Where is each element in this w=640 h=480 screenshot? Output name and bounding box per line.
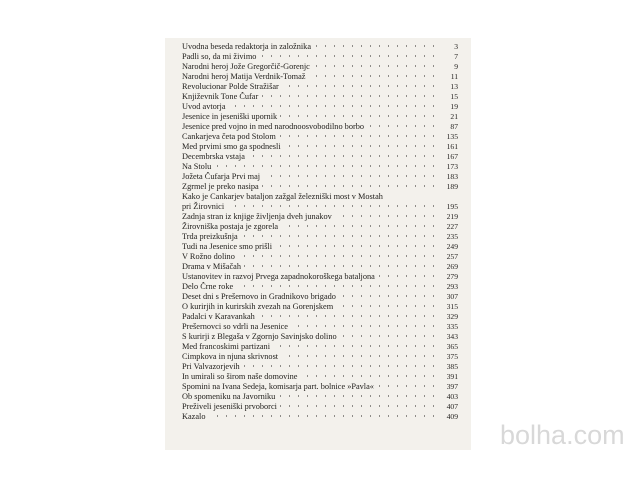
toc-entry xyxy=(182,52,458,62)
toc-entry-title: Decembrska vstaja xyxy=(182,152,248,161)
toc-entry-title: Drama v Mišačah xyxy=(182,262,244,271)
toc-entry-title: Narodni heroj Matija Verdnik-Tomaž xyxy=(182,72,308,81)
toc-entry-title: Na Stolu xyxy=(182,162,214,171)
toc-entry-title: Uvodna beseda redaktorja in založnika xyxy=(182,42,314,51)
watermark: bolha.com xyxy=(500,420,625,450)
toc-entry-title: Cimpkova in njuna skrivnost xyxy=(182,352,281,361)
toc-entry-title-line xyxy=(182,312,438,322)
toc-entry-title-line xyxy=(182,222,438,232)
toc-entry-title-line xyxy=(182,102,438,112)
toc-entry-page: 249 xyxy=(446,242,458,251)
toc-entry xyxy=(182,122,458,132)
toc-entry-title: Deset dni s Prešernovo in Gradnikovo brigado xyxy=(182,292,339,301)
toc-entry xyxy=(182,252,458,262)
toc-entry-page: 173 xyxy=(446,162,458,171)
toc-entry-title: Kazalo xyxy=(182,412,209,421)
toc-entry xyxy=(182,72,458,82)
toc-entry-title-line xyxy=(182,412,438,422)
toc-entry xyxy=(182,262,458,272)
toc-entry xyxy=(182,142,458,152)
toc-entry-title-line xyxy=(182,272,438,282)
toc-entry-title: S kurirji z Blegaša v Zgornjo Savinjsko dolino xyxy=(182,332,340,341)
toc-entry-page: 167 xyxy=(446,152,458,161)
toc-entry-title-line xyxy=(182,192,438,212)
toc-entry xyxy=(182,192,458,212)
toc-entry-title-line xyxy=(182,112,438,122)
toc-entry-title-line xyxy=(182,152,438,162)
toc-entry xyxy=(182,292,458,302)
toc-entry-title-line xyxy=(182,402,438,412)
toc-entry-title: Pri Valvazorjevih xyxy=(182,362,243,371)
toc-entry-page: 183 xyxy=(446,172,458,181)
toc-entry-page: 7 xyxy=(454,52,458,61)
toc-entry-title: Tudi na Jesenice smo prišli xyxy=(182,242,275,251)
toc-entry-page: 227 xyxy=(446,222,458,231)
toc-entry-title-line xyxy=(182,302,438,312)
toc-entry xyxy=(182,332,458,342)
toc-entry-page: 189 xyxy=(446,182,458,191)
toc-entry-page: 11 xyxy=(450,72,458,81)
toc-entry-page: 375 xyxy=(446,352,458,361)
toc-entry-page: 315 xyxy=(446,302,458,311)
toc-entry-title: O kurirjih in kurirskih zvezah na Gorenjskem xyxy=(182,302,336,311)
toc-entry xyxy=(182,212,458,222)
toc-entry-page: 403 xyxy=(446,392,458,401)
toc-entry-title-line xyxy=(182,262,438,272)
toc-entry-title-line xyxy=(182,292,438,302)
toc-entry-title: Preživeli jeseniški prvoborci xyxy=(182,402,280,411)
toc-entry-page: 19 xyxy=(450,102,458,111)
toc-entry-title: Književnik Tone Čufar xyxy=(182,92,261,101)
toc-entry-title: Spomini na Ivana Sedeja, komisarja part. bolnice »Pavla« xyxy=(182,382,377,391)
toc-entry-title: Med prvimi smo ga spodnesli xyxy=(182,142,284,151)
toc-entry xyxy=(182,412,458,422)
toc-entry-title-line xyxy=(182,342,438,352)
toc-entry-title-line xyxy=(182,122,438,132)
toc-entry-page: 307 xyxy=(446,292,458,301)
toc-entry xyxy=(182,82,458,92)
toc-entry-title: Jožeta Čufarja Prvi maj xyxy=(182,172,263,181)
toc-entry xyxy=(182,382,458,392)
toc-entry-title: Revolucionar Polde Stražišar xyxy=(182,82,282,91)
toc-entry-title-line xyxy=(182,72,438,82)
toc-entry-title: Padalci v Karavankah xyxy=(182,312,258,321)
toc-entry-page: 15 xyxy=(450,92,458,101)
toc-entry-title: Narodni heroj Jože Gregorčič-Gorenjc xyxy=(182,62,313,71)
toc-entry xyxy=(182,112,458,122)
toc-entry xyxy=(182,372,458,382)
toc-entry xyxy=(182,172,458,182)
toc-entry-title: Med francoskimi partizani xyxy=(182,342,273,351)
toc-entry xyxy=(182,152,458,162)
toc-entry-page: 9 xyxy=(454,62,458,71)
toc-entry-title: Jesenice pred vojno in med narodnoosvobodilno borbo xyxy=(182,122,367,131)
toc-entry-title-line xyxy=(182,252,438,262)
toc-entry-page: 409 xyxy=(446,412,458,421)
toc-entry-title-line xyxy=(182,282,438,292)
toc-entry-title-line xyxy=(182,372,438,382)
toc-entry xyxy=(182,342,458,352)
toc-entry-page: 407 xyxy=(446,402,458,411)
toc-entry-title: Prešernovci so vdrli na Jesenice xyxy=(182,322,291,331)
toc-entry-title-line xyxy=(182,42,438,52)
toc-entry xyxy=(182,62,458,72)
book-page xyxy=(165,38,471,450)
toc-entry-page: 269 xyxy=(446,262,458,271)
toc-entry xyxy=(182,352,458,362)
toc-entry xyxy=(182,232,458,242)
toc-entry-title: Žirovniška postaja je zgorela xyxy=(182,222,281,231)
toc-entry xyxy=(182,302,458,312)
toc-entry-page: 335 xyxy=(446,322,458,331)
toc-entry-title-line xyxy=(182,92,438,102)
toc-entry xyxy=(182,312,458,322)
toc-entry-page: 3 xyxy=(454,42,458,51)
toc-entry-title-line xyxy=(182,52,438,62)
toc-entry-page: 257 xyxy=(446,252,458,261)
toc-entry xyxy=(182,132,458,142)
toc-entry-title-line xyxy=(182,82,438,92)
toc-entry-page: 195 xyxy=(446,202,458,211)
toc-entry-page: 13 xyxy=(450,82,458,91)
toc-entry-page: 391 xyxy=(446,372,458,381)
toc-entry-title-line xyxy=(182,182,438,192)
toc-entry-title-line xyxy=(182,162,438,172)
toc-entry xyxy=(182,272,458,282)
toc-entry-title: Ob spomeniku na Javorniku xyxy=(182,392,278,401)
toc-entry-page: 343 xyxy=(446,332,458,341)
toc-entry-title-line xyxy=(182,322,438,332)
toc-entry-page: 219 xyxy=(446,212,458,221)
toc-entry xyxy=(182,92,458,102)
toc-entry-title-line xyxy=(182,62,438,72)
toc-entry-page: 235 xyxy=(446,232,458,241)
toc-entry-page: 365 xyxy=(446,342,458,351)
toc-entry xyxy=(182,322,458,332)
toc-entry-page: 87 xyxy=(450,122,458,131)
toc-entry-title: Cankarjeva četa pod Stolom xyxy=(182,132,279,141)
toc-entry xyxy=(182,362,458,372)
toc-entry-title: Zadnja stran iz knjige življenja dveh junakov xyxy=(182,212,335,221)
toc-entry xyxy=(182,182,458,192)
toc-entry-title-line xyxy=(182,142,438,152)
toc-entry-page: 397 xyxy=(446,382,458,391)
toc-entry xyxy=(182,402,458,412)
toc-entry xyxy=(182,42,458,52)
toc-entry-title-line xyxy=(182,242,438,252)
toc-entry-page: 385 xyxy=(446,362,458,371)
toc-entry-title-line xyxy=(182,132,438,142)
toc-entry-title-line xyxy=(182,392,438,402)
toc-entry-title: Padli so, da mi živimo xyxy=(182,52,259,61)
toc-entry-title-line xyxy=(182,332,438,342)
toc-entry-title-line xyxy=(182,352,438,362)
toc-entry-title: V Rožno dolino xyxy=(182,252,238,261)
toc-entry xyxy=(182,242,458,252)
toc-entry xyxy=(182,392,458,402)
toc-entry-title: Jesenice in jeseniški upornik xyxy=(182,112,280,121)
toc-entry-title: Ustanovitev in razvoj Prvega zapadnokoroškega bataljona xyxy=(182,272,378,281)
toc-entry-title-line xyxy=(182,212,438,222)
toc-entry xyxy=(182,162,458,172)
toc-entry-title-line xyxy=(182,172,438,182)
table-of-contents xyxy=(182,42,458,422)
toc-entry-page: 279 xyxy=(446,272,458,281)
toc-entry-page: 161 xyxy=(446,142,458,151)
toc-entry-title: In umirali so širom naše domovine xyxy=(182,372,300,381)
toc-entry-page: 329 xyxy=(446,312,458,321)
toc-entry-title: Uvod avtorja xyxy=(182,102,229,111)
toc-entry-page: 21 xyxy=(450,112,458,121)
toc-entry-title: Trda preizkušnja xyxy=(182,232,241,241)
toc-entry-title-line xyxy=(182,382,438,392)
toc-entry-title-line xyxy=(182,232,438,242)
toc-entry-page: 293 xyxy=(446,282,458,291)
toc-entry xyxy=(182,222,458,232)
toc-entry xyxy=(182,102,458,112)
toc-entry-title: Zgrmel je preko nasipa xyxy=(182,182,262,191)
toc-entry-page: 135 xyxy=(446,132,458,141)
toc-entry-title-line xyxy=(182,362,438,372)
toc-entry xyxy=(182,282,458,292)
toc-entry-title: Delo Črne roke xyxy=(182,282,236,291)
toc-entry-title: Kako je Cankarjev bataljon zažgal železniški most v Mostah pri Žirovnici xyxy=(182,192,383,211)
